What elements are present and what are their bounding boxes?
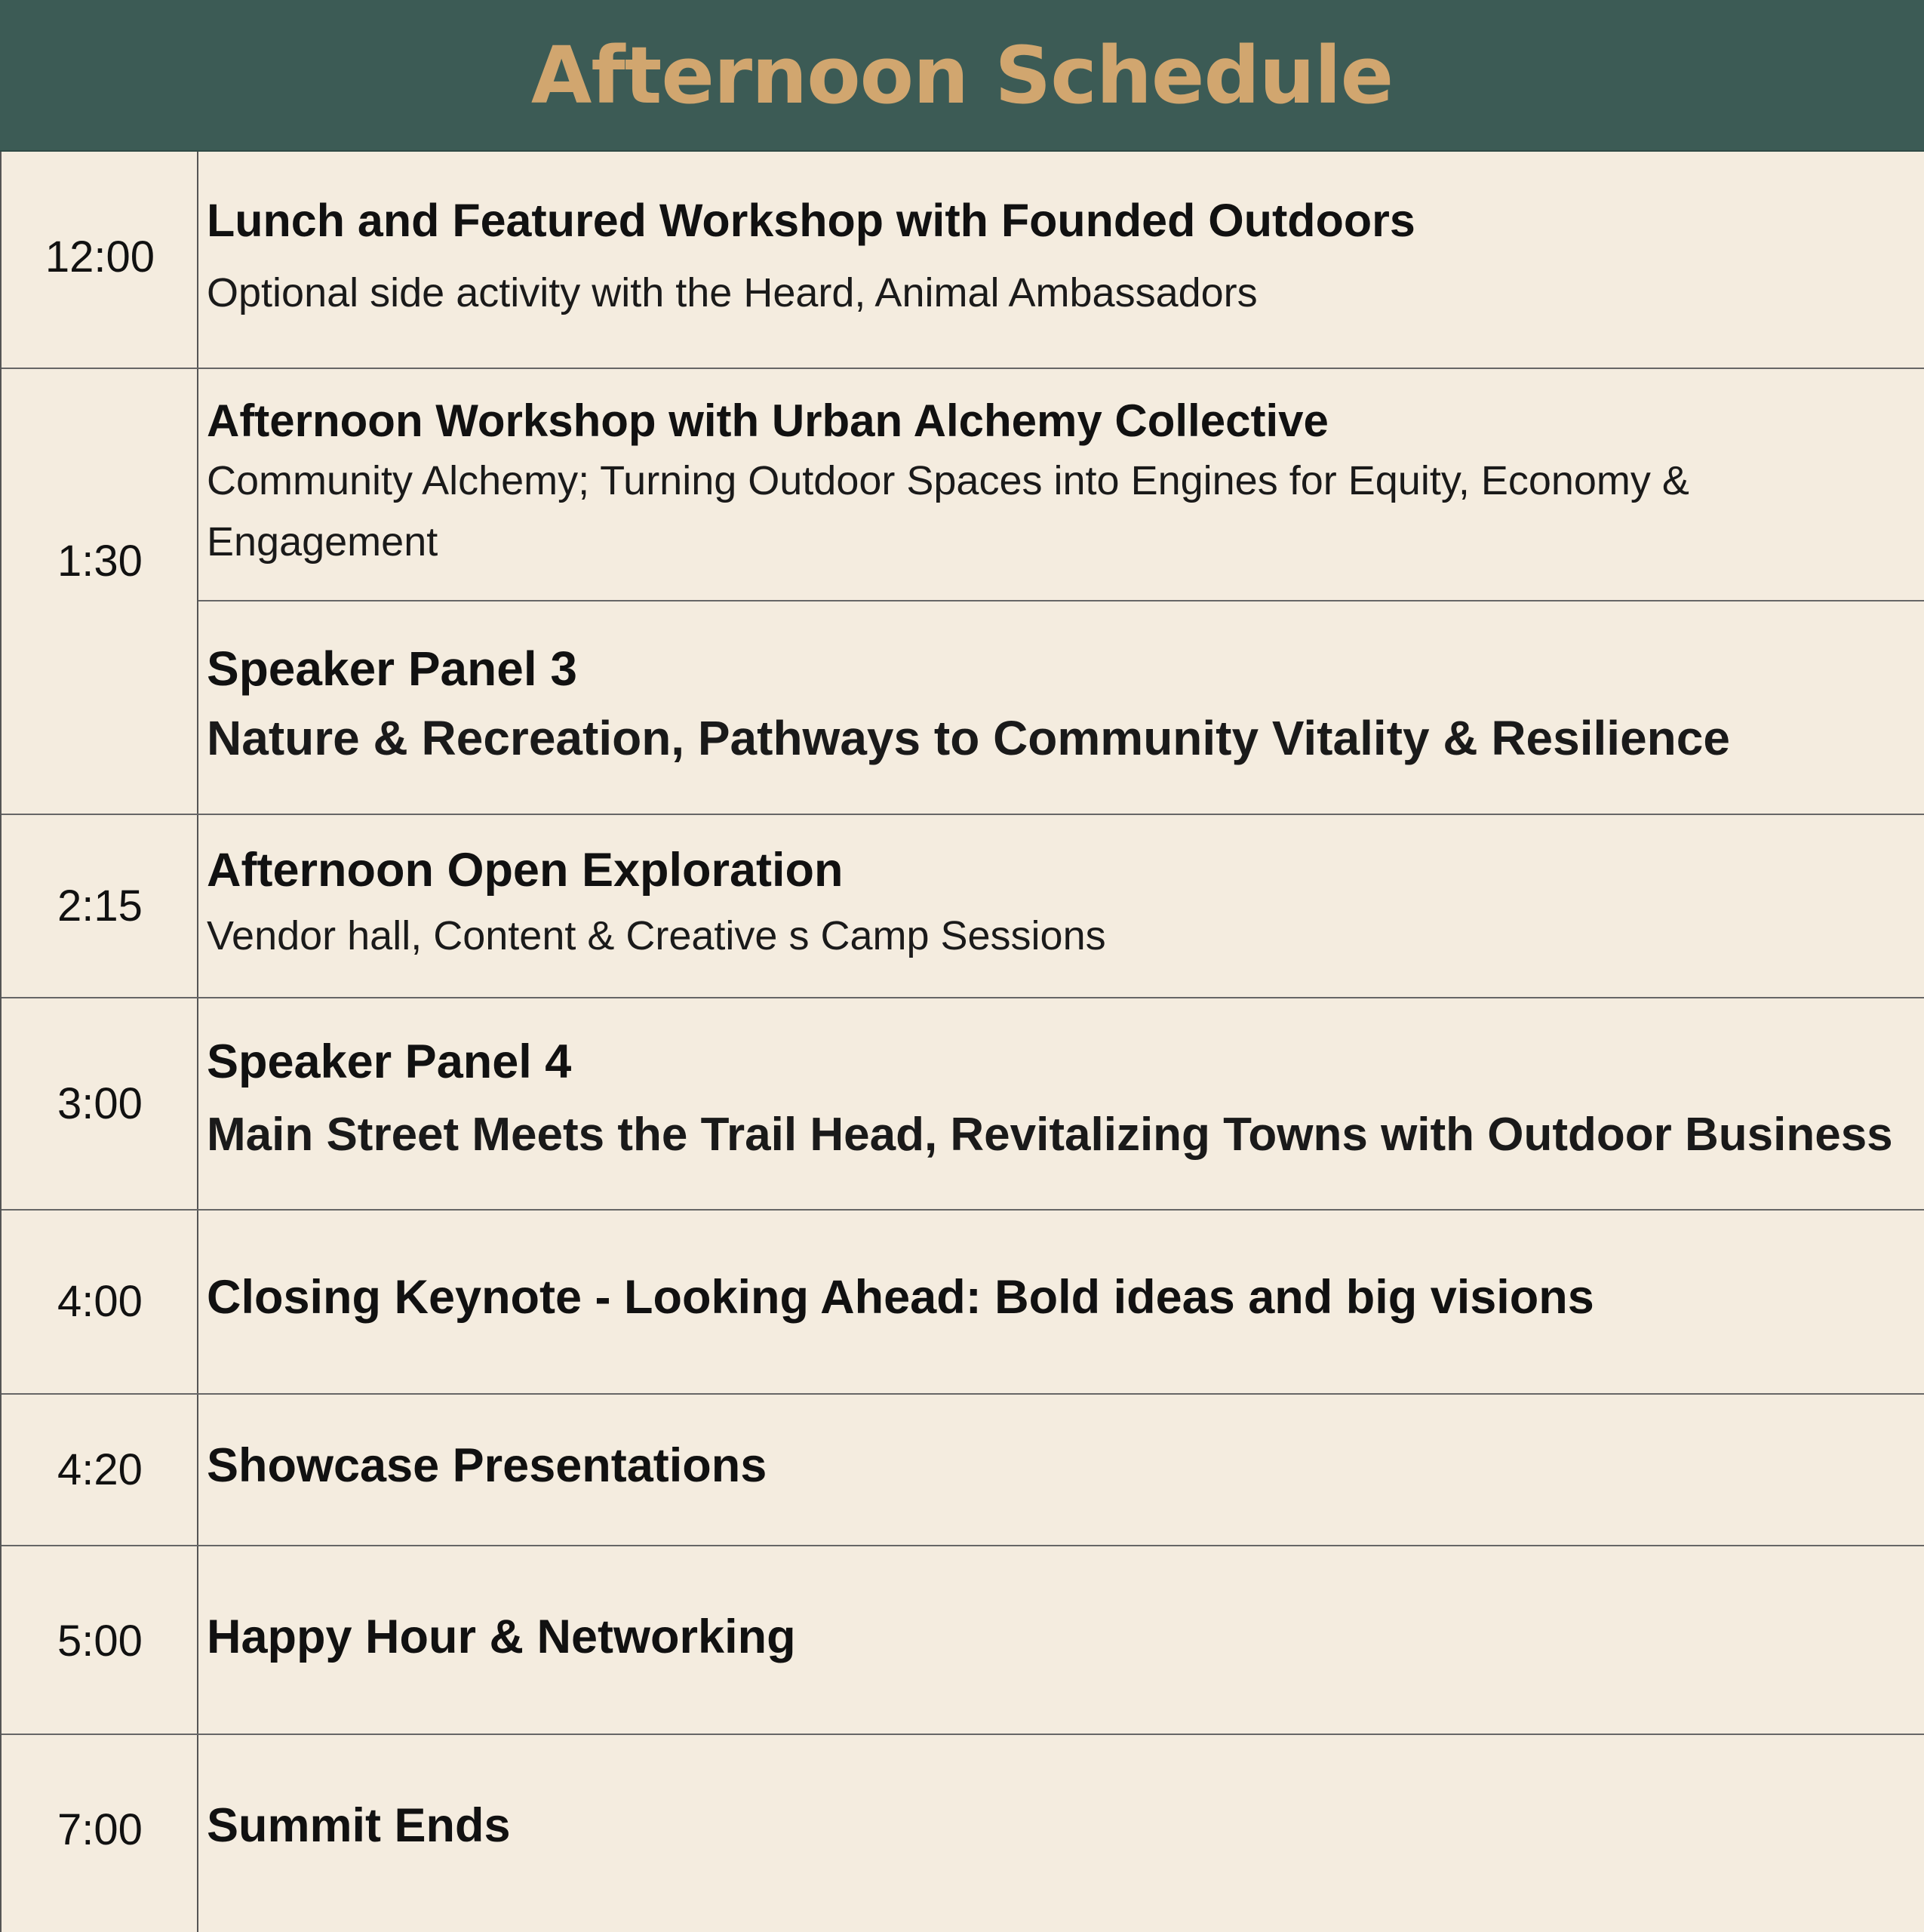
session-subtitle: Vendor hall, Content & Creative s Camp Sessions [207, 913, 1106, 958]
session-title: Afternoon Open Exploration [207, 844, 844, 897]
time-label: 4:20 [57, 1445, 143, 1494]
time-label: 5:00 [57, 1617, 143, 1666]
time-label: 12:00 [45, 232, 155, 281]
session-title: Speaker Panel 4 [207, 1035, 572, 1088]
row-divider [2, 368, 1924, 369]
row-divider [2, 814, 1924, 815]
session-subtitle: Engagement [207, 519, 438, 565]
session-title: Showcase Presentations [207, 1439, 767, 1492]
row-divider [2, 997, 1924, 998]
row-divider [198, 600, 1924, 601]
time-label: 1:30 [57, 537, 143, 586]
time-label: 7:00 [57, 1805, 143, 1854]
time-label: 2:15 [57, 881, 143, 931]
session-title: Summit Ends [207, 1799, 511, 1852]
row-divider [2, 1545, 1924, 1546]
row-divider [2, 1734, 1924, 1735]
session-title: Happy Hour & Networking [207, 1611, 796, 1663]
session-title: Lunch and Featured Workshop with Founded Outdoors [207, 195, 1415, 246]
session-title: Afternoon Workshop with Urban Alchemy Collective [207, 395, 1329, 446]
session-title: Closing Keynote - Looking Ahead: Bold ideas and big visions [207, 1271, 1594, 1324]
row-divider [2, 1209, 1924, 1211]
row-divider [2, 1393, 1924, 1395]
time-label: 4:00 [57, 1277, 143, 1326]
schedule-table [0, 152, 1924, 1932]
page-title: Afternoon Schedule [530, 29, 1394, 122]
session-subtitle: Nature & Recreation, Pathways to Community Vitality & Resilience [207, 711, 1730, 765]
session-subtitle: Community Alchemy; Turning Outdoor Spaces into Engines for Equity, Economy & [207, 458, 1689, 503]
session-subtitle: Main Street Meets the Trail Head, Revitalizing Towns with Outdoor Business [207, 1109, 1893, 1161]
time-label: 3:00 [57, 1079, 143, 1128]
schedule-header [0, 0, 1924, 152]
session-subtitle: Optional side activity with the Heard, Animal Ambassadors [207, 270, 1258, 315]
session-title: Speaker Panel 3 [207, 641, 577, 696]
